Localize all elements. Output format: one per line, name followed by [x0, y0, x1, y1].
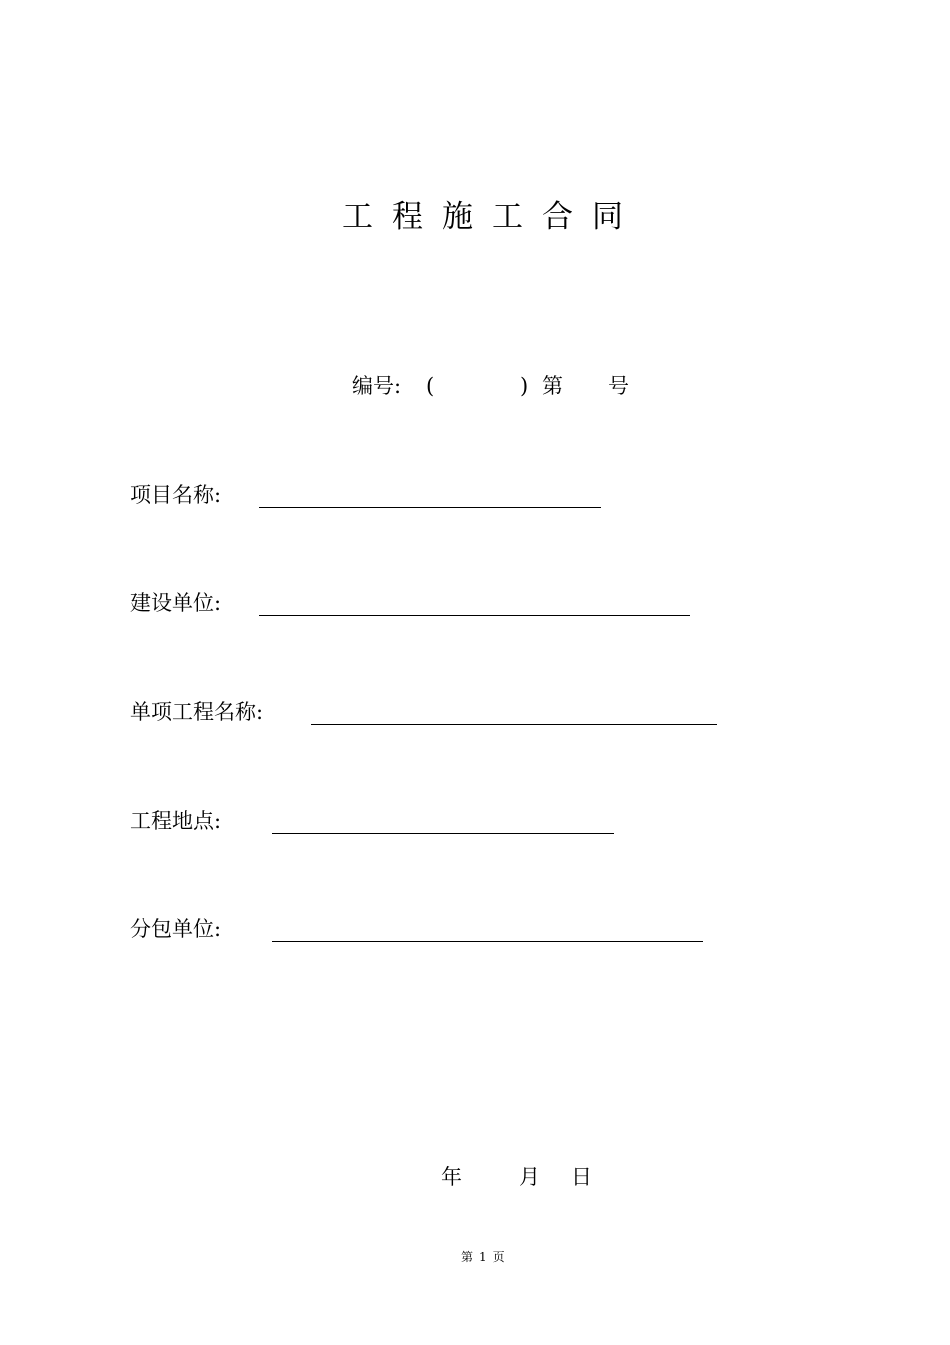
- footer-page-number: 1: [479, 1250, 487, 1264]
- number-hao: 号: [608, 374, 629, 398]
- footer-suffix: 页: [492, 1250, 505, 1264]
- field-label: 项目名称:: [130, 483, 222, 507]
- document-title: 工程施工合同: [342, 199, 642, 235]
- field-label: 单项工程名称:: [130, 700, 264, 724]
- field-construction-unit: [130, 588, 830, 622]
- field-label: 分包单位:: [130, 917, 222, 941]
- date-year: 年: [441, 1165, 462, 1189]
- number-di: 第: [542, 374, 563, 398]
- field-label: 建设单位:: [130, 591, 222, 615]
- field-subcontractor: [130, 914, 830, 948]
- date-day: 日: [571, 1165, 592, 1189]
- project-name-blank[interactable]: [259, 507, 601, 508]
- number-close-paren: ): [520, 374, 529, 398]
- subcontractor-blank[interactable]: [272, 941, 703, 942]
- footer-prefix: 第: [461, 1250, 474, 1264]
- project-location-blank[interactable]: [272, 833, 614, 834]
- field-label: 工程地点:: [130, 809, 222, 833]
- sub-project-name-blank[interactable]: [311, 724, 717, 725]
- construction-unit-blank[interactable]: [259, 615, 690, 616]
- field-project-location: [130, 806, 830, 840]
- field-sub-project-name: [130, 697, 830, 731]
- number-open-paren: (: [426, 374, 435, 398]
- field-project-name: [130, 480, 830, 514]
- date-month: 月: [519, 1165, 540, 1189]
- page-footer: [461, 1249, 511, 1265]
- number-label: 编号:: [352, 374, 402, 398]
